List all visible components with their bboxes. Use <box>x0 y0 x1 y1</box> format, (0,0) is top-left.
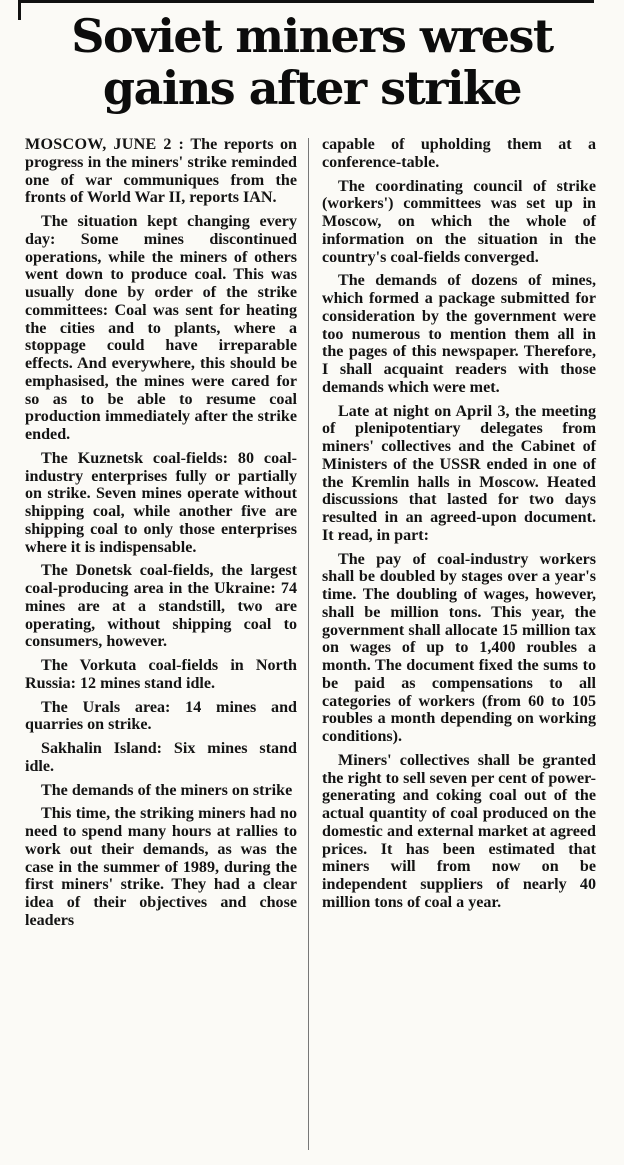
paragraph-right-4: Late at night on April 3, the meeting of plenipotentiary delegates from miners' collectives and the Cabinet of Ministers of the USSR ended in one of the Kremlin halls in Moscow. Heated discussions that lasted for two days resulted in an agreed-upon document. It read, in part: <box>322 402 596 544</box>
paragraph-left-2: The situation kept changing every day: Some mines discontinued operations, while the miners of others went down to produce coal. This was usually done by order of the strike committees: Coal was sent for heating the cities and to plants, where a stoppage could have irreparable effects. And everywhere, this should be emphasised, the mines were cared for so as to be able to resume coal production immediately after the strike ended. <box>25 213 297 443</box>
paragraph-right-6: Miners' collectives shall be granted the right to sell seven per cent of power-generating and coking coal out of the actual quantity of coal produced on the domestic and external market at agreed prices. It has been estimated that miners will from now on be independent suppliers of nearly 40 million tons of coal a year. <box>322 751 596 911</box>
article-column-right <box>322 136 596 918</box>
paragraph-right-5: The pay of coal-industry workers shall be doubled by stages over a year's time. The doubling of wages, however, shall be million tons. This year, the government shall allocate 15 million tax on wages of up to 1,400 roubles a month. The document fixed the sums to be paid as compensations to all categories of workers (from 60 to 105 roubles a month depending on working conditions). <box>322 550 596 745</box>
lead-paragraph <box>25 136 297 207</box>
dateline: MOSCOW, JUNE 2 : <box>25 136 185 153</box>
lead-paragraph-text: The reports on progress in the miners' strike reminded one of war communiques from the fronts of World War II, reports IAN. <box>25 136 297 207</box>
headline <box>20 10 604 114</box>
headline-line-2: gains after strike <box>102 61 522 115</box>
column-divider <box>308 138 309 1150</box>
paragraph-left-5: The Vorkuta coal-fields in North Russia: 12 mines stand idle. <box>25 657 297 692</box>
article-column-left <box>25 136 297 936</box>
paragraph-left-7: Sakhalin Island: Six mines stand idle. <box>25 740 297 775</box>
paragraph-right-1: capable of upholding them at a conference-table. <box>322 136 596 171</box>
paragraph-right-2: The coordinating council of strike (workers') committees was set up in Moscow, on which the whole of information on the situation in the country's coal-fields converged. <box>322 177 596 266</box>
top-border-rule <box>18 0 594 3</box>
paragraph-left-4: The Donetsk coal-fields, the largest coal-producing area in the Ukraine: 74 mines are at a standstill, two are operating, without shipping coal to consumers, however. <box>25 562 297 651</box>
paragraph-left-9: This time, the striking miners had no need to spend many hours at rallies to work out their demands, as was the case in the summer of 1989, during the first miners' strike. They had a clear idea of their objectives and chose leaders <box>25 805 297 929</box>
section-subheading: The demands of the miners on strike <box>41 781 293 799</box>
paragraph-left-3: The Kuznetsk coal-fields: 80 coal-industry enterprises fully or partially on strike. Seven mines operate without shipping coal, while another five are shipping coal to only those enterprises where it is indispensable. <box>25 449 297 556</box>
paragraph-right-3: The demands of dozens of mines, which formed a package submitted for consideration by the government were too numerous to mention them all in the pages of this newspaper. Therefore, I shall acquaint readers with those demands which were met. <box>322 272 596 396</box>
paragraph-left-6: The Urals area: 14 mines and quarries on strike. <box>25 698 297 734</box>
headline-line-1: Soviet miners wrest <box>71 9 553 63</box>
